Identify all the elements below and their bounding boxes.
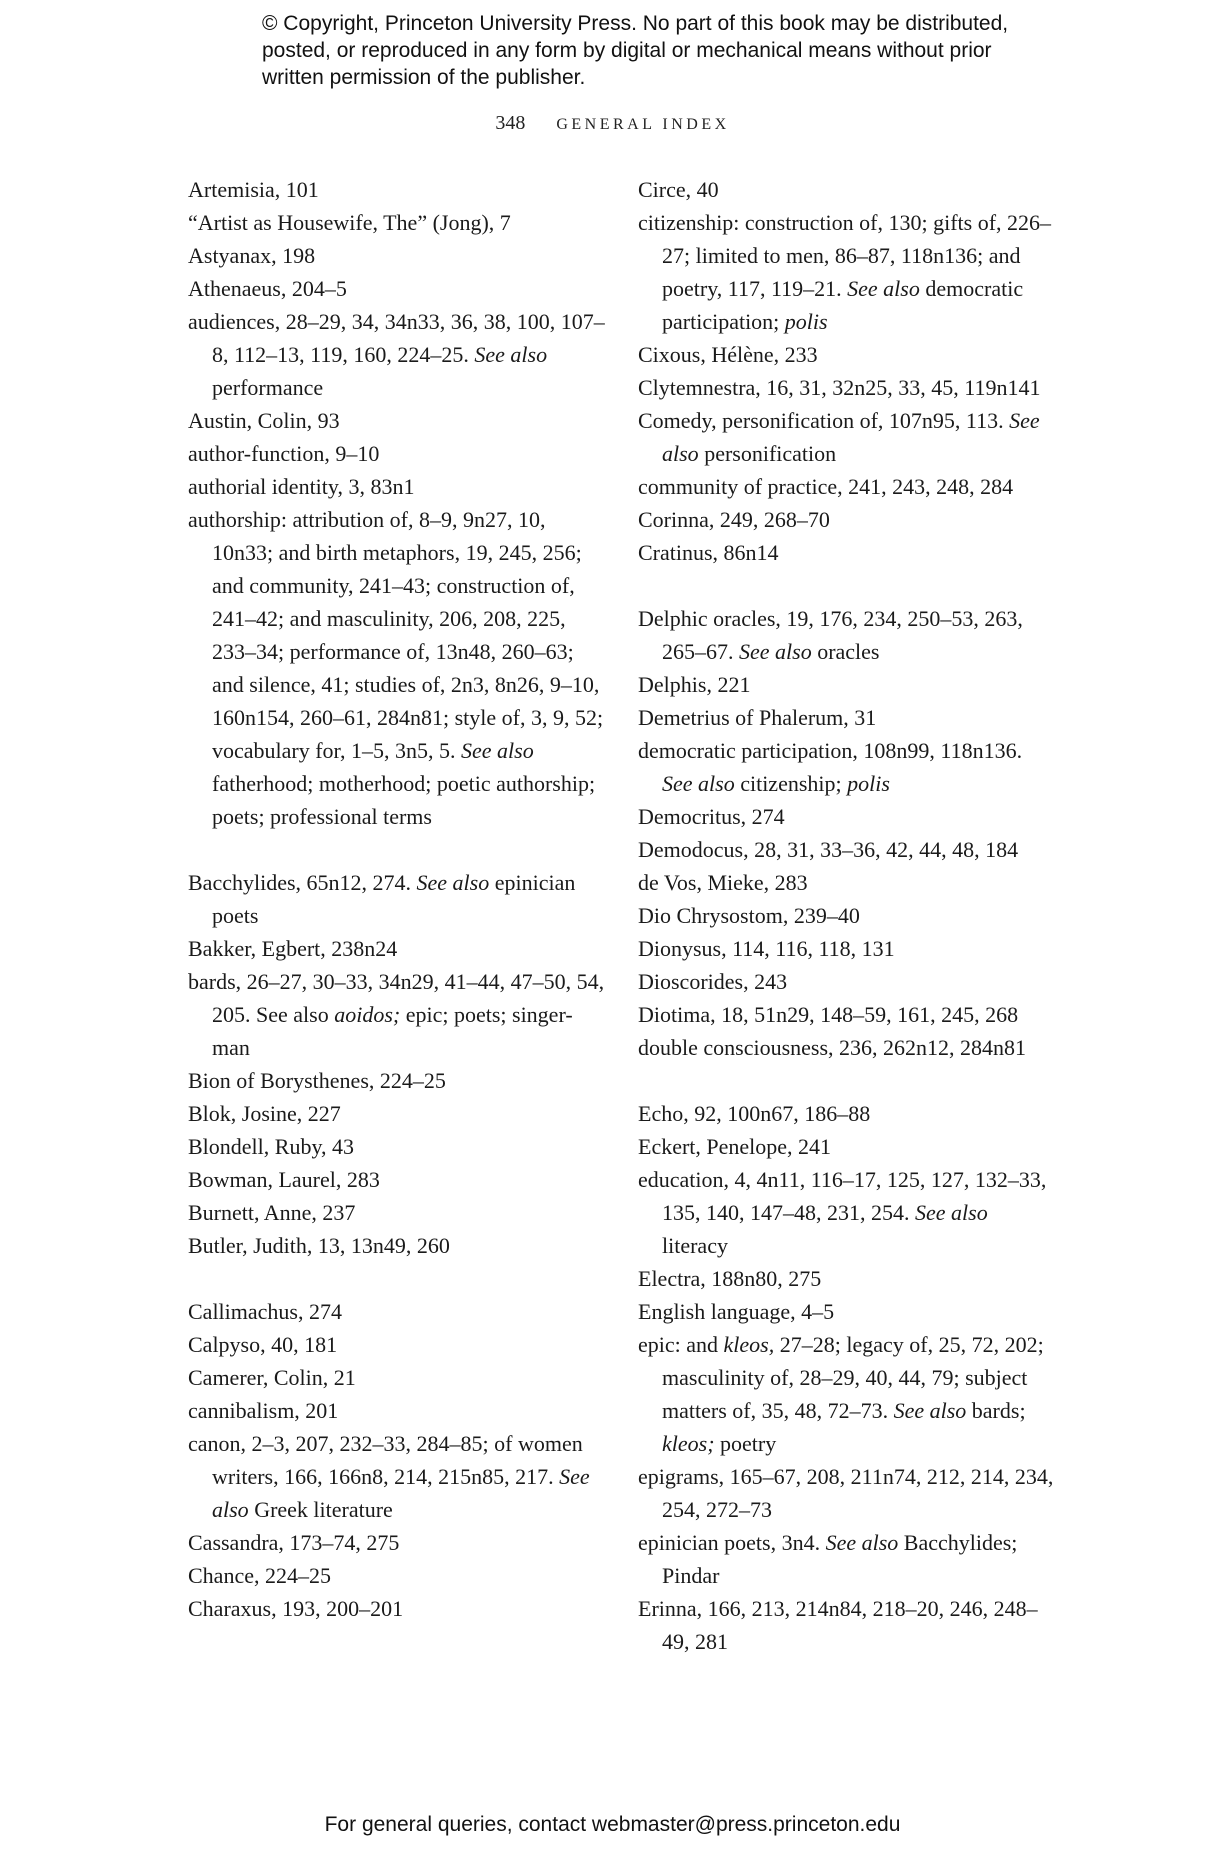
index-entry: Democritus, 274 — [638, 804, 785, 829]
index-entry: citizenship: construction of, 130; gifts of, 226–27; limited to men, 86–87, 118n136; and poetry, 117, 119–21. See also democratic participation; polis — [638, 210, 1052, 334]
index-entry: Demetrius of Phalerum, 31 — [638, 705, 877, 730]
copyright-notice: © Copyright, Princeton University Press. No part of this book may be distributed, posted, or reproduced in any form by digital or mechanical means without prior written permission of the publisher. — [262, 12, 1009, 89]
index-entry: Athenaeus, 204–5 — [188, 276, 347, 301]
index-entry: Corinna, 249, 268–70 — [638, 507, 830, 532]
index-entry: Delphis, 221 — [638, 672, 751, 697]
index-entry: Echo, 92, 100n67, 186–88 — [638, 1101, 871, 1126]
index-entry: Bacchylides, 65n12, 274. See also epinician poets — [188, 870, 576, 928]
index-entry: Cratinus, 86n14 — [638, 540, 779, 565]
index-entry: canon, 2–3, 207, 232–33, 284–85; of women writers, 166, 166n8, 214, 215n85, 217. See also Greek literature — [188, 1431, 590, 1522]
index-entry: Blondell, Ruby, 43 — [188, 1134, 355, 1159]
index-entry: “Artist as Housewife, The” (Jong), 7 — [188, 210, 511, 235]
index-entry: education, 4, 4n11, 116–17, 125, 127, 132–33, 135, 140, 147–48, 231, 254. See also literacy — [638, 1167, 1047, 1258]
index-entry: Blok, Josine, 227 — [188, 1101, 341, 1126]
index-entry: Clytemnestra, 16, 31, 32n25, 33, 45, 119n141 — [638, 375, 1041, 400]
index-entry: epigrams, 165–67, 208, 211n74, 212, 214, 234, 254, 272–73 — [638, 1464, 1054, 1522]
index-entry: Circe, 40 — [638, 177, 719, 202]
index-entry: Austin, Colin, 93 — [188, 408, 340, 433]
index-entry: Dionysus, 114, 116, 118, 131 — [638, 936, 895, 961]
index-entry: authorship: attribution of, 8–9, 9n27, 10, 10n33; and birth metaphors, 19, 245, 256; and community, 241–43; construction of, 241–42; and masculinity, 206, 208, 225, 233–34; performance of, 13n48, 260–63; and silence, 41; studies of, 2n3, 8n26, 9–10, 160n154, 260–61, 284n81; style of, 3, 9, 52; vocabulary for, 1–5, 3n5, 5. See also fatherhood; motherhood; poetic authorship; poets; professional terms — [188, 507, 604, 829]
running-head — [0, 112, 1225, 135]
index-entry: Burnett, Anne, 237 — [188, 1200, 356, 1225]
index-entry: Artemisia, 101 — [188, 177, 319, 202]
index-entry: Diotima, 18, 51n29, 148–59, 161, 245, 268 — [638, 1002, 1019, 1027]
index-entry: Eckert, Penelope, 241 — [638, 1134, 832, 1159]
index-entry: Demodocus, 28, 31, 33–36, 42, 44, 48, 184 — [638, 837, 1019, 862]
index-entry: Astyanax, 198 — [188, 243, 316, 268]
index-entry: authorial identity, 3, 83n1 — [188, 474, 415, 499]
index-entry: Bowman, Laurel, 283 — [188, 1167, 380, 1192]
index-entry: Charaxus, 193, 200–201 — [188, 1596, 404, 1621]
index-entry: Chance, 224–25 — [188, 1563, 331, 1588]
index-entry: Callimachus, 274 — [188, 1299, 342, 1324]
section-gap — [188, 1262, 608, 1295]
index-entry: Dioscorides, 243 — [638, 969, 788, 994]
index-entry: double consciousness, 236, 262n12, 284n81 — [638, 1035, 1027, 1060]
index-entry: Bakker, Egbert, 238n24 — [188, 936, 398, 961]
index-entry: author-function, 9–10 — [188, 441, 380, 466]
index-entry: Comedy, personification of, 107n95, 113. See also personification — [638, 408, 1040, 466]
index-entry: de Vos, Mieke, 283 — [638, 870, 808, 895]
index-entry: audiences, 28–29, 34, 34n33, 36, 38, 100, 107–8, 112–13, 119, 160, 224–25. See also performance — [188, 309, 605, 400]
index-entry: Dio Chrysostom, 239–40 — [638, 903, 860, 928]
index-column-right — [638, 173, 1058, 1658]
index-entry: cannibalism, 201 — [188, 1398, 339, 1423]
index-entry: Bion of Borysthenes, 224–25 — [188, 1068, 446, 1093]
page-title: GENERAL INDEX — [556, 116, 730, 133]
index-entry: Electra, 188n80, 275 — [638, 1266, 822, 1291]
index-entry: Camerer, Colin, 21 — [188, 1365, 356, 1390]
index-entry: Erinna, 166, 213, 214n84, 218–20, 246, 248–49, 281 — [638, 1596, 1038, 1654]
index-entry: English language, 4–5 — [638, 1299, 835, 1324]
index-entry: bards, 26–27, 30–33, 34n29, 41–44, 47–50, 54, 205. See also aoidos; epic; poets; singer-man — [188, 969, 605, 1060]
footer-contact: For general queries, contact webmaster@press.princeton.edu — [324, 1813, 901, 1836]
index-entry: Cixous, Hélène, 233 — [638, 342, 818, 367]
section-gap — [638, 1064, 1058, 1097]
index-column-left — [188, 173, 608, 1625]
index-entry: community of practice, 241, 243, 248, 284 — [638, 474, 1014, 499]
index-entry: Calpyso, 40, 181 — [188, 1332, 338, 1357]
index-entry: Delphic oracles, 19, 176, 234, 250–53, 263, 265–67. See also oracles — [638, 606, 1023, 664]
page-number: 348 — [495, 112, 526, 134]
index-entry: Cassandra, 173–74, 275 — [188, 1530, 400, 1555]
index-entry: democratic participation, 108n99, 118n136. See also citizenship; polis — [638, 738, 1023, 796]
index-entry: epinician poets, 3n4. See also Bacchylides; Pindar — [638, 1530, 1018, 1588]
index-entry: epic: and kleos, 27–28; legacy of, 25, 72, 202; masculinity of, 28–29, 40, 44, 79; subject matters of, 35, 48, 72–73. See also bards; kleos; poetry — [638, 1332, 1044, 1456]
index-entry: Butler, Judith, 13, 13n49, 260 — [188, 1233, 450, 1258]
section-gap — [188, 833, 608, 866]
section-gap — [638, 569, 1058, 602]
